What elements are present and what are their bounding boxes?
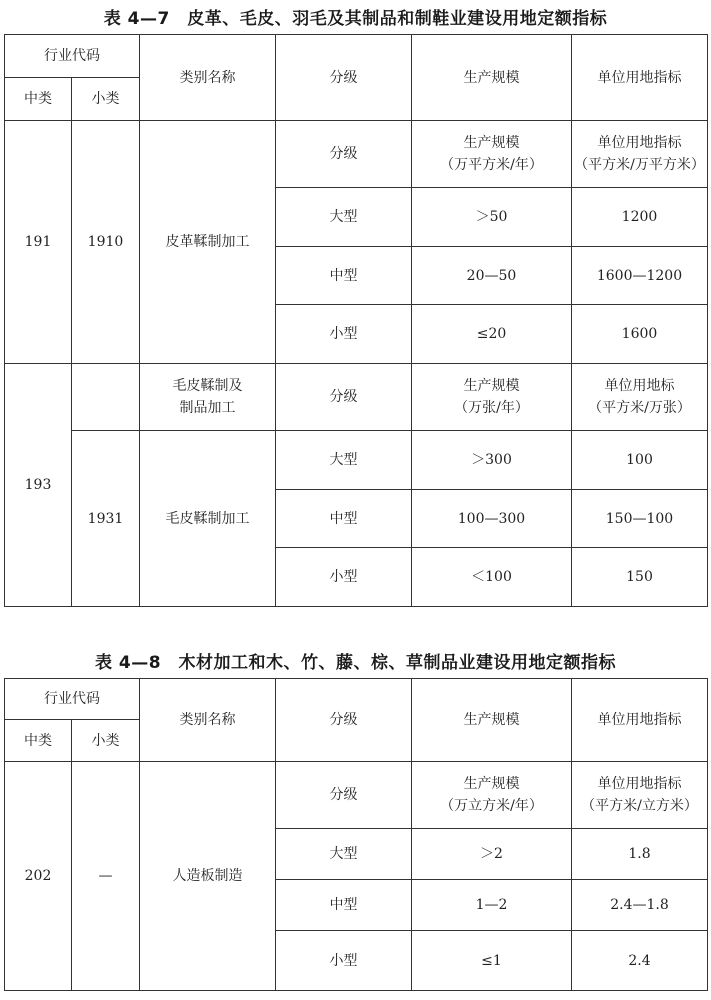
category-name: 皮革鞣制加工 [140, 121, 276, 364]
index-unit: （平方米/万张） [588, 400, 691, 416]
middle-code: 202 [5, 762, 72, 991]
grade-label: 分级 [276, 762, 412, 829]
scale: ＞300 [412, 431, 572, 490]
index: 150—100 [572, 490, 708, 548]
scale-unit: （万立方米/年） [440, 798, 543, 814]
middle-code: 191 [5, 121, 72, 364]
scale: ＞50 [412, 188, 572, 247]
table-row [5, 121, 708, 188]
header-middle: 中类 [5, 720, 72, 762]
index: 100 [572, 431, 708, 490]
table-row [5, 364, 708, 431]
header-row [5, 35, 708, 78]
scale-unit: （万平方米/年） [440, 157, 543, 173]
scale-unit: （万张/年） [454, 400, 529, 416]
scale-label-cell [412, 121, 572, 188]
index: 1200 [572, 188, 708, 247]
index-label-cell [572, 121, 708, 188]
grade: 大型 [276, 829, 412, 880]
subheader-name-line1: 毛皮鞣制及 [172, 378, 243, 394]
subheader-name-cell [140, 364, 276, 431]
small-code: 1931 [72, 431, 140, 607]
table-4-8-title: 表 4—8 木材加工和木、竹、藤、棕、草制品业建设用地定额指标 [94, 653, 617, 673]
index: 1600 [572, 305, 708, 364]
index: 2.4—1.8 [572, 880, 708, 931]
table-4-7 [4, 34, 708, 607]
index-unit: （平方米/万平方米） [574, 157, 705, 173]
index-label: 单位用地指标 [597, 776, 682, 792]
header-industry-code: 行业代码 [5, 35, 140, 78]
category-name: 毛皮鞣制加工 [140, 431, 276, 607]
index: 2.4 [572, 931, 708, 991]
table-4-8 [4, 678, 708, 991]
grade: 中型 [276, 490, 412, 548]
index-label: 单位用地指标 [597, 135, 682, 151]
table-row [5, 431, 708, 490]
scale-label: 生产规模 [463, 776, 520, 792]
grade: 小型 [276, 305, 412, 364]
scale: ≤1 [412, 931, 572, 991]
index-label: 单位用地标 [604, 378, 675, 394]
header-grade: 分级 [276, 679, 412, 762]
scale-label: 生产规模 [463, 378, 520, 394]
middle-code: 193 [5, 364, 72, 607]
index: 150 [572, 548, 708, 607]
header-scale: 生产规模 [412, 35, 572, 121]
header-index: 单位用地指标 [572, 679, 708, 762]
small-code: — [72, 762, 140, 991]
grade: 中型 [276, 880, 412, 931]
header-row [5, 679, 708, 720]
scale: ＞2 [412, 829, 572, 880]
grade: 小型 [276, 548, 412, 607]
grade: 大型 [276, 188, 412, 247]
header-industry-code: 行业代码 [5, 679, 140, 720]
header-scale: 生产规模 [412, 679, 572, 762]
scale: 20—50 [412, 247, 572, 305]
header-small: 小类 [72, 720, 140, 762]
scale: 1—2 [412, 880, 572, 931]
small-code-empty [72, 364, 140, 431]
grade-label: 分级 [276, 364, 412, 431]
index-label-cell [572, 762, 708, 829]
scale-label: 生产规模 [463, 135, 520, 151]
scale-label-cell [412, 364, 572, 431]
grade: 小型 [276, 931, 412, 991]
header-small: 小类 [72, 78, 140, 121]
scale: ≤20 [412, 305, 572, 364]
small-code: 1910 [72, 121, 140, 364]
header-middle: 中类 [5, 78, 72, 121]
scale: 100—300 [412, 490, 572, 548]
index: 1.8 [572, 829, 708, 880]
table-4-7-title: 表 4—7 皮革、毛皮、羽毛及其制品和制鞋业建设用地定额指标 [103, 9, 608, 29]
index-label-cell [572, 364, 708, 431]
header-index: 单位用地指标 [572, 35, 708, 121]
grade-label: 分级 [276, 121, 412, 188]
scale: ＜100 [412, 548, 572, 607]
scale-label-cell [412, 762, 572, 829]
grade: 中型 [276, 247, 412, 305]
subheader-name-line2: 制品加工 [179, 400, 236, 416]
header-category: 类别名称 [140, 35, 276, 121]
header-grade: 分级 [276, 35, 412, 121]
index-unit: （平方米/立方米） [581, 798, 698, 814]
header-category: 类别名称 [140, 679, 276, 762]
category-name: 人造板制造 [140, 762, 276, 991]
table-row [5, 762, 708, 829]
grade: 大型 [276, 431, 412, 490]
index: 1600—1200 [572, 247, 708, 305]
